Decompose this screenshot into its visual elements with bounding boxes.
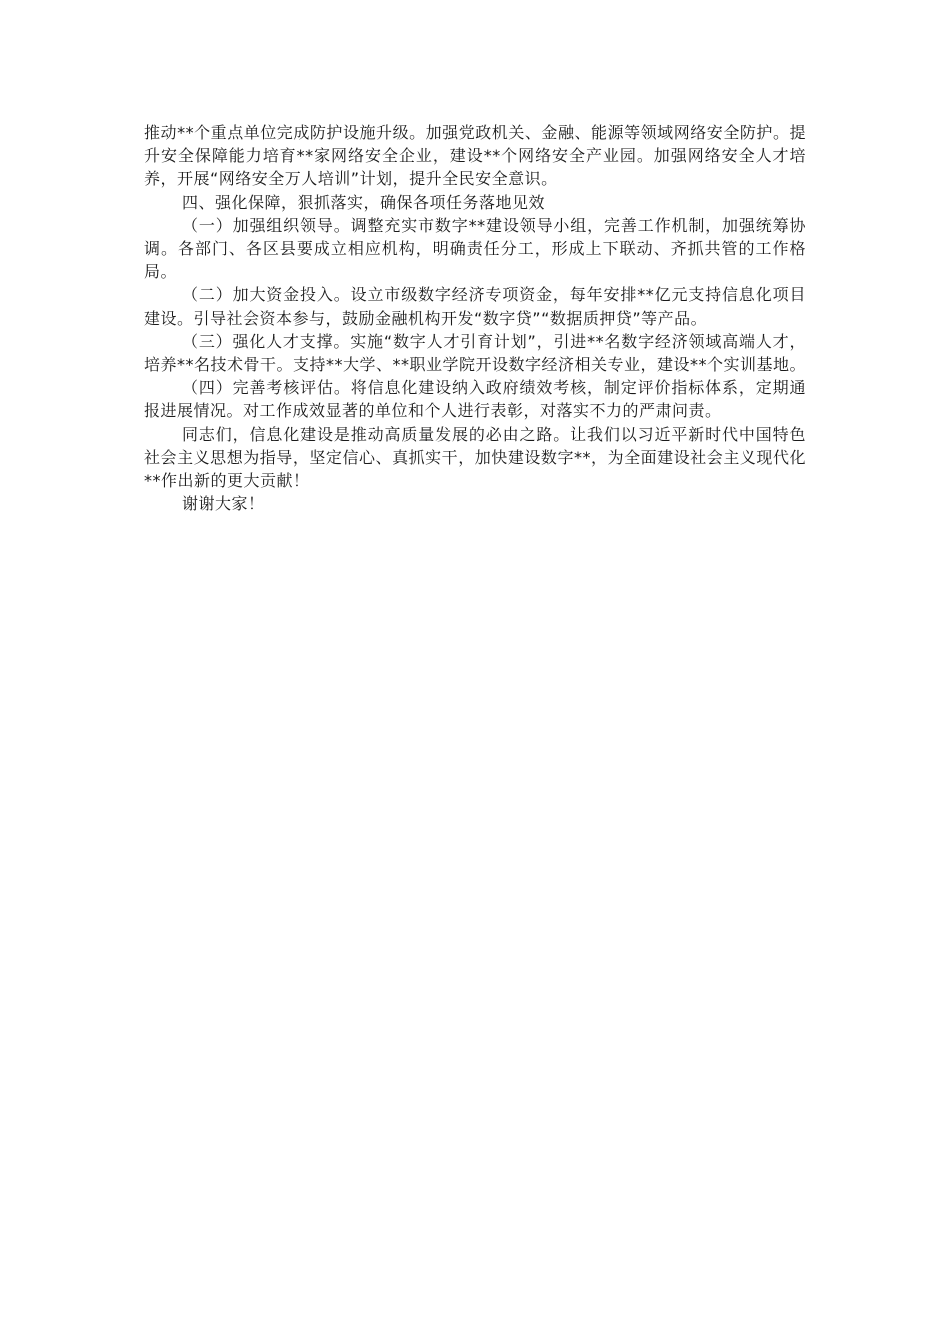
paragraph-continuation: 推动**个重点单位完成防护设施升级。加强党政机关、金融、能源等领域网络安全防护。提升安全保障能力培育**家网络安全企业，建设**个网络安全产业园。加强网络安全人才培养，开展“网络安全万人培训”计划，提升全民安全意识。 — [144, 123, 806, 189]
section-heading: 四、强化保障，狠抓落实，确保各项任务落地见效 — [182, 192, 546, 212]
paragraph-funding: （二）加大资金投入。设立市级数字经济专项资金，每年安排**亿元支持信息化项目建设。引导社会资本参与，鼓励金融机构开发“数字贷”“数据质押贷”等产品。 — [144, 285, 806, 328]
paragraph-talent: （三）强化人才支撑。实施“数字人才引育计划”，引进**名数字经济领域高端人才，培养**名技术骨干。支持**大学、**职业学院开设数字经济相关专业，建设**个实训基地。 — [144, 331, 807, 375]
paragraph-evaluation: （四）完善考核评估。将信息化建设纳入政府绩效考核，制定评价指标体系，定期通报进展情况。对工作成效显著的单位和个人进行表彰，对落实不力的严肃问责。 — [144, 378, 806, 421]
paragraph-thanks: 谢谢大家！ — [182, 494, 265, 514]
paragraph-organization: （一）加强组织领导。调整充实市数字**建设领导小组，完善工作机制，加强统筹协调。各部门、各区县要成立相应机构，明确责任分工，形成上下联动、齐抓共管的工作格局。 — [144, 215, 806, 282]
paragraph-conclusion: 同志们，信息化建设是推动高质量发展的必由之路。让我们以习近平新时代中国特色社会主义思想为指导，坚定信心、真抓实干，加快建设数字**，为全面建设社会主义现代化**作出新的更大贡献！ — [144, 424, 806, 491]
document-body — [144, 121, 806, 515]
